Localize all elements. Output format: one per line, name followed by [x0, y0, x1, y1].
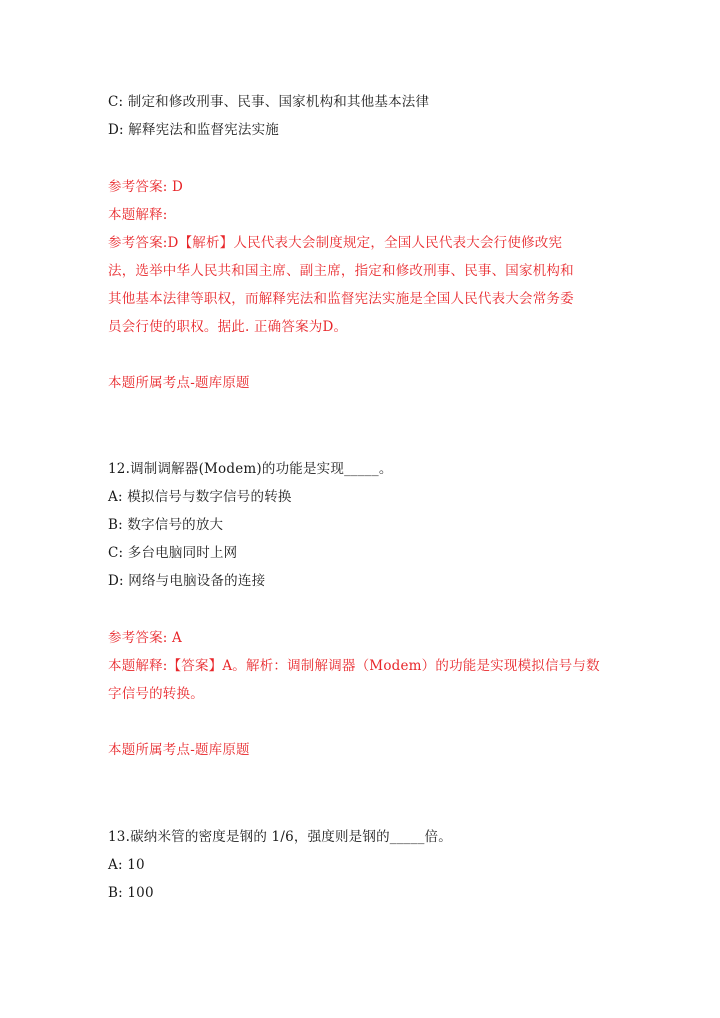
q12-question: 12.调制调解器(Modem)的功能是实现_____。 — [108, 461, 393, 477]
q12-option-d: D: 网络与电脑设备的连接 — [108, 573, 266, 589]
q12-answer: 参考答案: A — [108, 630, 182, 646]
q12-explanation-line: 本题解释:【答案】A。解析：调制解调器（Modem）的功能是实现模拟信号与数 — [108, 658, 600, 674]
q12-category: 本题所属考点-题库原题 — [108, 742, 250, 758]
q12-option-a: A: 模拟信号与数字信号的转换 — [108, 489, 292, 505]
q13-question: 13.碳纳米管的密度是钢的 1/6，强度则是钢的_____倍。 — [108, 829, 452, 845]
q11-explanation-line: 法，选举中华人民共和国主席、副主席，指定和修改刑事、民事、国家机构和 — [108, 263, 574, 279]
q11-category: 本题所属考点-题库原题 — [108, 375, 250, 391]
q11-answer: 参考答案: D — [108, 179, 184, 195]
q11-explanation-label: 本题解释: — [108, 207, 168, 223]
q11-explanation-line: 员会行使的职权。据此. 正确答案为D。 — [108, 319, 348, 335]
q12-explanation-line: 字信号的转换。 — [108, 686, 204, 702]
q13-option-a: A: 10 — [108, 857, 145, 873]
q13-option-b: B: 100 — [108, 885, 154, 901]
q11-explanation-line: 其他基本法律等职权，而解释宪法和监督宪法实施是全国人民代表大会常务委 — [108, 291, 574, 307]
q11-explanation-line: 参考答案:D【解析】人民代表大会制度规定，全国人民代表大会行使修改宪 — [108, 235, 563, 251]
q11-option-d: D: 解释宪法和监督宪法实施 — [108, 122, 279, 138]
q11-option-c: C: 制定和修改刑事、民事、国家机构和其他基本法律 — [108, 94, 430, 110]
q12-option-b: B: 数字信号的放大 — [108, 517, 224, 533]
q12-option-c: C: 多台电脑同时上网 — [108, 545, 238, 561]
